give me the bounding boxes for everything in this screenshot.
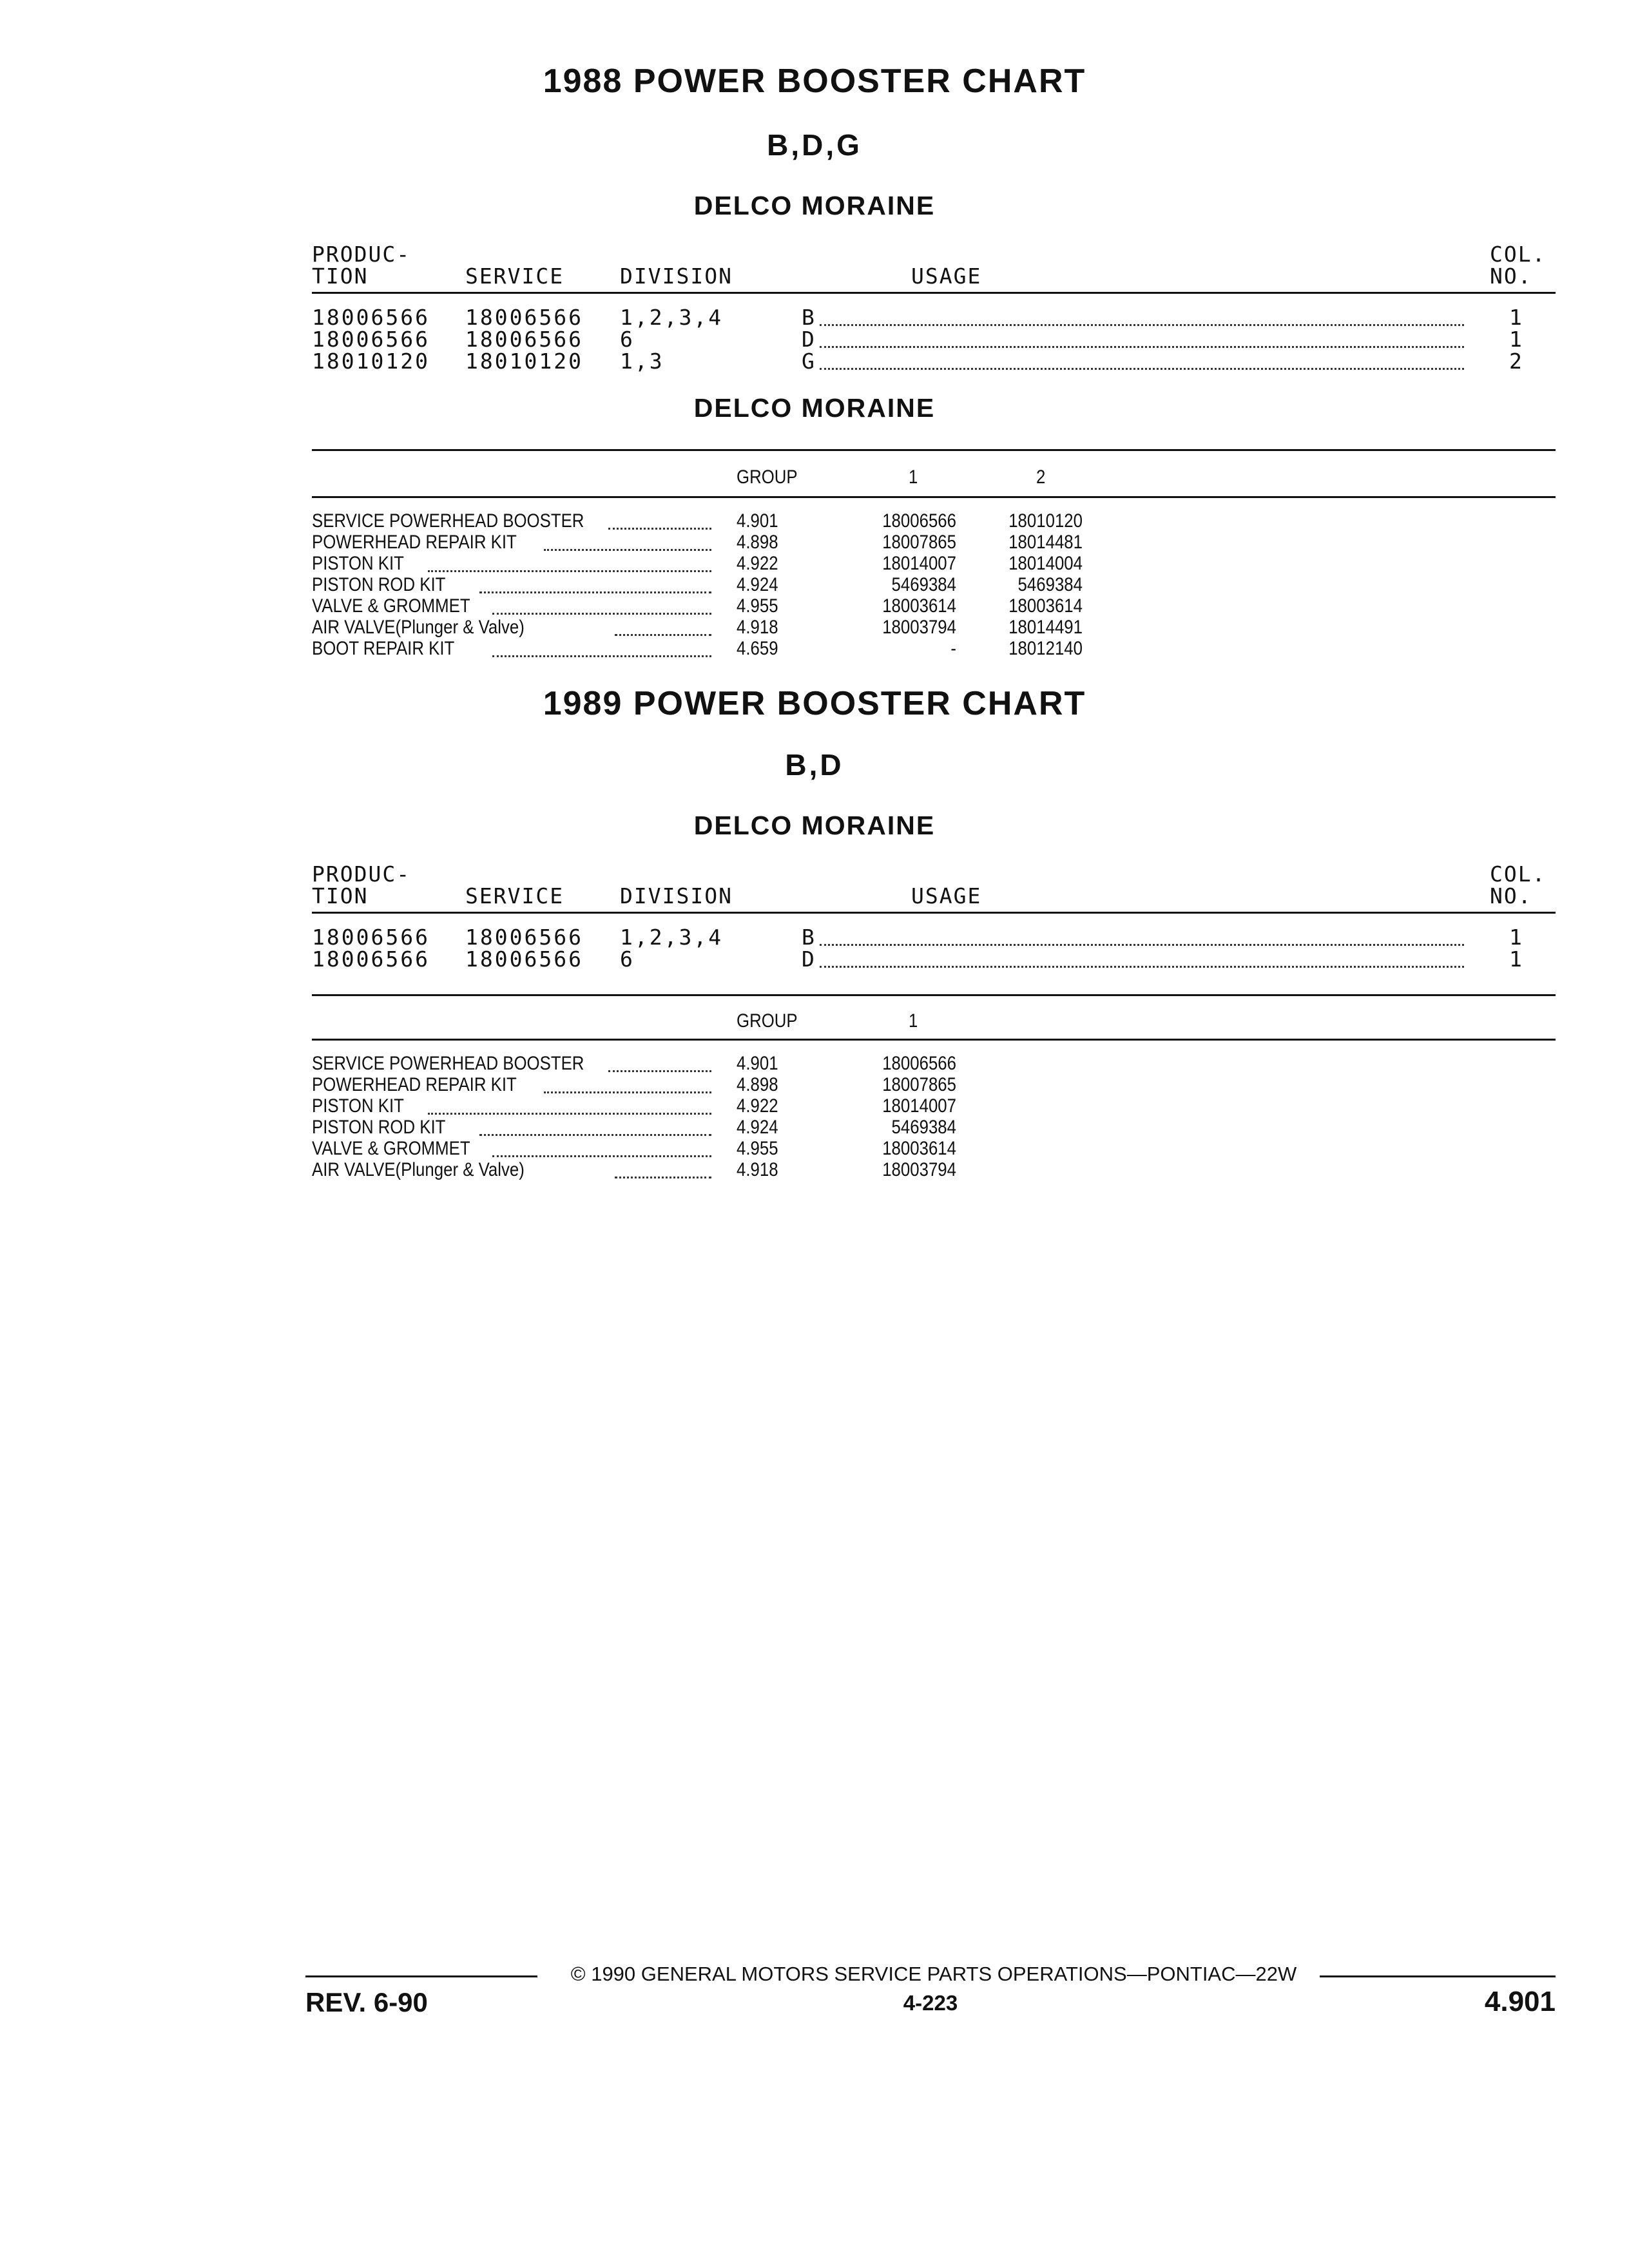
parts-header-col2: 2 [1036,466,1046,488]
chart-1988-manufacturer: DELCO MORAINE [693,191,936,220]
leader-dots [615,1177,711,1178]
leader-dots [492,1155,711,1157]
leader-dots [820,944,1464,946]
header-col-line1: COL. [1490,242,1547,267]
chart-1989-subtitle: B,D [785,748,844,782]
footer-revision: REV. 6-90 [305,1987,428,2017]
leader-dots [820,346,1464,348]
chart-1988-title: 1988 POWER BOOSTER CHART [543,62,1086,100]
leader-dots [492,655,711,657]
leader-dots [615,634,711,636]
chart-1988-subtitle: B,D,G [767,128,862,162]
parts-header-rule [312,496,1556,498]
header-col-line2: NO. [1490,883,1532,908]
leader-dots [479,1134,711,1136]
header-service: SERVICE [465,264,564,289]
leader-dots [608,528,711,530]
leader-dots [479,591,711,593]
parts-top-rule [312,994,1556,996]
header-col-line2: NO. [1490,264,1532,289]
parts-top-rule [312,449,1556,451]
header-rule [312,292,1556,294]
parts-header-col1: 1 [909,466,918,488]
chart-1988-manufacturer-2: DELCO MORAINE [693,393,936,423]
header-production-line1: PRODUC- [312,242,411,267]
leader-dots [608,1070,711,1072]
header-col-line1: COL. [1490,861,1547,887]
leader-dots [428,1113,711,1115]
footer-rule-right [1320,1975,1556,1977]
header-division: DIVISION [620,883,733,908]
header-production-line2: TION [312,264,369,289]
parts-header-rule [312,1039,1556,1041]
footer-rule-left [305,1975,537,1977]
leader-dots [820,966,1464,968]
footer-section-number: 4.901 [1484,1986,1556,2017]
parts-header-group: GROUP [737,466,798,488]
chart-1989-manufacturer: DELCO MORAINE [693,811,936,840]
document-page: 1988 POWER BOOSTER CHART B,D,G DELCO MORAINE PRODUC- TION SERVICE DIVISION USAGE COL. NO. 18006566 18006566 1,2,3,4 B 1 18006566 18006566 6 D 1 18010120 18010120 1,3 G 2 DELCO MORAINE GROUP 1 2 SERVICE POWERHEAD BOOSTER 4.901 18006566 18010120 POWERHEAD REPAIR KIT 4.898 18007865 18014481 PISTON KIT 4.922 18014007 18014004 PISTON ROD KIT 4.924 5469384 5469384 VALVE & GROMMET 4.955 18003614 18003614 AIR VALVE(Plunger & Valve) 4.918 18003794 18014491 BOOT REPAIR KIT 4.659 - 18012140 1989 POWER BOOSTER CHART B,D DELCO MORAINE PRODUC- TION SERVICE DIVISION USAGE COL. NO. 18006566 18006566 1,2,3,4 B 1 18006566 18006566 6 D 1 GROUP 1 SERVICE POWERHEAD BOOSTER 4.901 18006566 POWERHEAD REPAIR KIT 4.898 18007865 PISTON KIT 4.922 18014007 PISTON ROD KIT 4.924 5469384 VALVE & GROMMET 4.955 18003614 AIR VALVE(Plunger & Valve) 4.918 18003794 © 1990 GENERAL MOTORS SERVICE PARTS OPERATIONS—PONTIAC—22W REV. 6-90 4-223 4.901 [0,0,1629,2268]
leader-dots [820,324,1464,326]
footer-copyright: © 1990 GENERAL MOTORS SERVICE PARTS OPERATIONS—PONTIAC—22W [570,1963,1297,1985]
parts-header-group: GROUP [737,1010,798,1032]
header-production-line1: PRODUC- [312,861,411,887]
header-production-line2: TION [312,883,369,908]
leader-dots [492,613,711,615]
header-rule [312,912,1556,914]
leader-dots [820,368,1464,370]
leader-dots [428,570,711,572]
footer-page-number: 4-223 [903,1991,958,2015]
leader-dots [544,549,711,551]
header-usage: USAGE [911,264,982,289]
header-division: DIVISION [620,264,733,289]
parts-header-col1: 1 [909,1010,918,1032]
header-usage: USAGE [911,883,982,908]
header-service: SERVICE [465,883,564,908]
leader-dots [544,1091,711,1093]
chart-1989-title: 1989 POWER BOOSTER CHART [543,685,1086,722]
